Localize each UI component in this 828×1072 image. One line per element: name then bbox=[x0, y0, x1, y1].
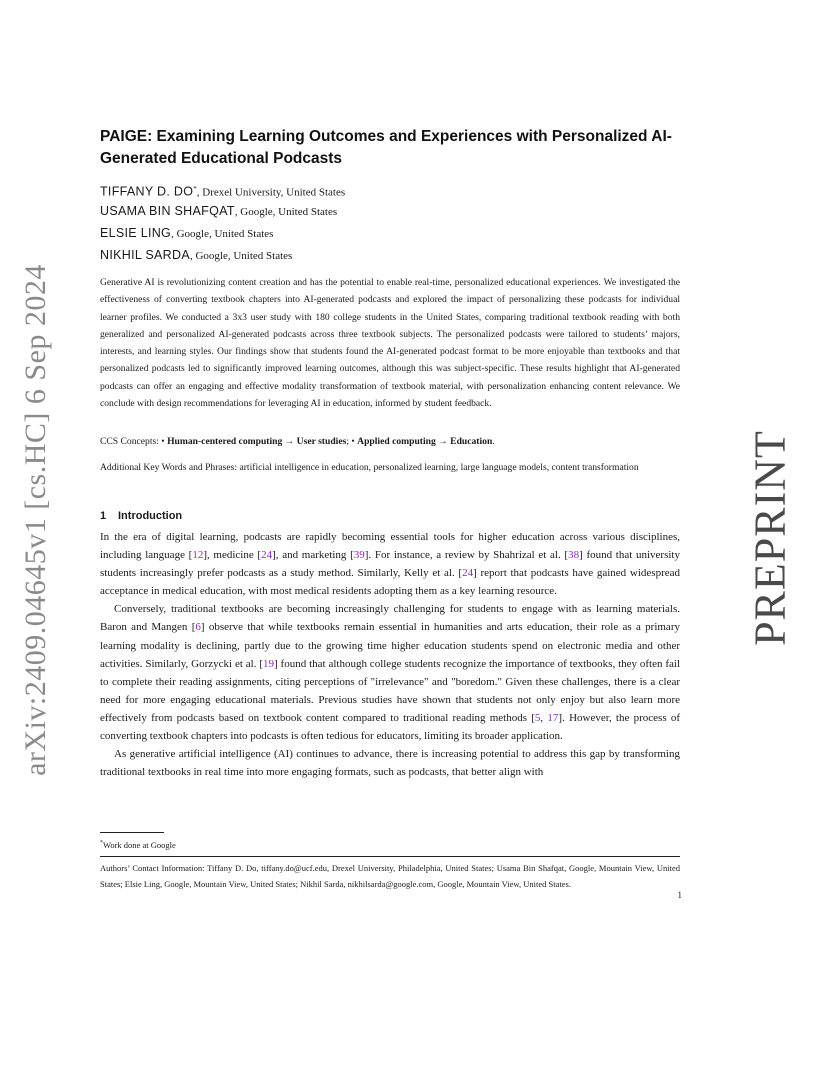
text-run: ]. For instance, a review by Shahrizal et al. [ bbox=[364, 549, 569, 562]
text-run: ] found that university students increasingly prefer podcasts as a study method. Similarly, Kelly et al. [ bbox=[100, 549, 680, 580]
ccs-concept: Applied computing → Education bbox=[357, 436, 493, 447]
author-name: NIKHIL SARDA bbox=[100, 248, 190, 262]
author-name: ELSIE LING bbox=[100, 226, 172, 240]
section-title: Introduction bbox=[118, 510, 183, 522]
ccs-concepts bbox=[100, 434, 680, 450]
text-run: ] observe that while textbooks remain essential in humanities and arts education, their role as a primary learning modality is declining, partly due to the growing time higher education students spend on electronic media and other activities. Similarly, Gorzycki et al. [ bbox=[100, 621, 680, 670]
keywords: Additional Key Words and Phrases: artificial intelligence in education, personalized learning, large language models, content transformation bbox=[100, 462, 639, 473]
arxiv-identifier-stamp: arXiv:2409.04645v1 [cs.HC] 6 Sep 2024 bbox=[19, 264, 52, 776]
footnote bbox=[100, 836, 176, 852]
text-run: ], and marketing [ bbox=[272, 549, 354, 562]
author-list bbox=[100, 180, 700, 268]
ccs-prefix: CCS Concepts: • bbox=[100, 436, 168, 447]
footnote-divider bbox=[100, 832, 164, 833]
introduction-body bbox=[100, 528, 680, 781]
citation-link[interactable]: 19 bbox=[263, 657, 275, 670]
author-affiliation: , Google, United States bbox=[171, 228, 274, 240]
footnote-marker: * bbox=[100, 840, 103, 846]
section-heading bbox=[100, 510, 182, 522]
paragraph bbox=[100, 528, 680, 600]
text-run: In the era of digital learning, podcasts are rapidly becoming essential tools for higher education across various disciplines, including language [ bbox=[100, 531, 680, 562]
author-entry bbox=[100, 224, 700, 246]
preprint-watermark: PREPRINT bbox=[745, 430, 795, 646]
author-affiliation: , Drexel University, United States bbox=[196, 186, 346, 199]
text-run: ]. However, the process of converting textbook chapters into podcasts is often tedious for educators, limiting its broader application. bbox=[100, 711, 681, 743]
author-name: TIFFANY D. DO bbox=[100, 184, 194, 199]
citation-link[interactable]: 24 bbox=[462, 567, 474, 580]
abstract: Generative AI is revolutionizing content creation and has the potential to enable real-time, personalized educational experiences. We investigated the effectiveness of converting textbook chapters into AI-generated podcasts and explored the impact of personalizing these podcasts for individual learner profiles. We conducted a 3x3 user study with 180 college students in the United States, comparing traditional textbook reading with both generalized and personalized AI-generated podcasts across three textbook subjects. The personalized podcasts were tailored to students’ majors, interests, and learning styles. Our findings show that students found the AI-generated podcast format to be more enjoyable than textbooks and that personalized podcasts led to significantly improved learning outcomes, although this was subject-specific. These results highlight that AI-generated podcasts can offer an engaging and effective modality transformation of textbook material, with personalization enhancing content relevance. We conclude with design recommendations for leveraging AI in education, informed by student feedback. bbox=[100, 277, 680, 410]
ccs-suffix: . bbox=[492, 436, 495, 447]
author-name: USAMA BIN SHAFQAT bbox=[100, 204, 235, 218]
citation-link[interactable]: 12 bbox=[192, 549, 204, 562]
citation-link[interactable]: 17 bbox=[547, 711, 559, 724]
citation-link[interactable]: 38 bbox=[568, 549, 580, 562]
author-entry bbox=[100, 246, 700, 268]
citation-link[interactable]: 24 bbox=[261, 549, 273, 562]
page-number: 1 bbox=[677, 890, 682, 900]
text-run: ], medicine [ bbox=[203, 549, 262, 562]
section-number: 1 bbox=[100, 510, 107, 522]
contact-divider bbox=[100, 856, 680, 857]
paper-title: PAIGE: Examining Learning Outcomes and Experiences with Personalized AI-Generated Educational Podcasts bbox=[100, 128, 672, 167]
paragraph: As generative artificial intelligence (AI) continues to advance, there is increasing potential to address this gap by transforming traditional textbooks in real time into more engaging formats, such as podcasts, that better align with bbox=[100, 748, 680, 779]
author-affiliation: , Google, United States bbox=[189, 250, 293, 262]
text-run: Conversely, traditional textbooks are becoming increasingly challenging for students to engage with as learning materials. Baron and Mangen [ bbox=[100, 603, 680, 634]
text-run: ] found that although college students recognize the importance of textbooks, they often fail to complete their reading assignments, citing perceptions of "irrelevance" and "boredom." Given these challenges, there is a clear need for more engaging educational materials. Previous studies have shown that students not only enjoy but also learn more effectively from podcasts based on textbook content compared to traditional reading methods [ bbox=[100, 657, 681, 724]
author-affiliation: , Google, United States bbox=[234, 206, 338, 218]
text-run: , bbox=[540, 711, 548, 724]
citation-link[interactable]: 6 bbox=[195, 621, 201, 634]
text-run: ] report that podcasts have gained widespread acceptance in medical education, with most medical residents adopting them as a key learning resource. bbox=[100, 567, 680, 598]
footnote-text: Work done at Google bbox=[103, 839, 176, 850]
author-entry bbox=[100, 202, 700, 224]
author-contact-information: Authors’ Contact Information: Tiffany D. Do, tiffany.do@ucf.edu, Drexel University, Philadelphia, United States; Usama Bin Shafqat, Google, Mountain View, United States; Elsie Ling, Google, Mountain View, United States; Nikhil Sarda, nikhilsarda@google.com, Google, Mountain View, United States. bbox=[100, 863, 680, 889]
ccs-concept: Human-centered computing → User studies bbox=[167, 436, 347, 447]
author-entry bbox=[100, 180, 700, 202]
ccs-separator: ; • bbox=[346, 436, 358, 447]
citation-link[interactable]: 5 bbox=[534, 711, 541, 724]
author-footnote-marker[interactable]: * bbox=[193, 185, 197, 193]
citation-link[interactable]: 39 bbox=[353, 549, 365, 562]
paragraph bbox=[100, 600, 680, 745]
